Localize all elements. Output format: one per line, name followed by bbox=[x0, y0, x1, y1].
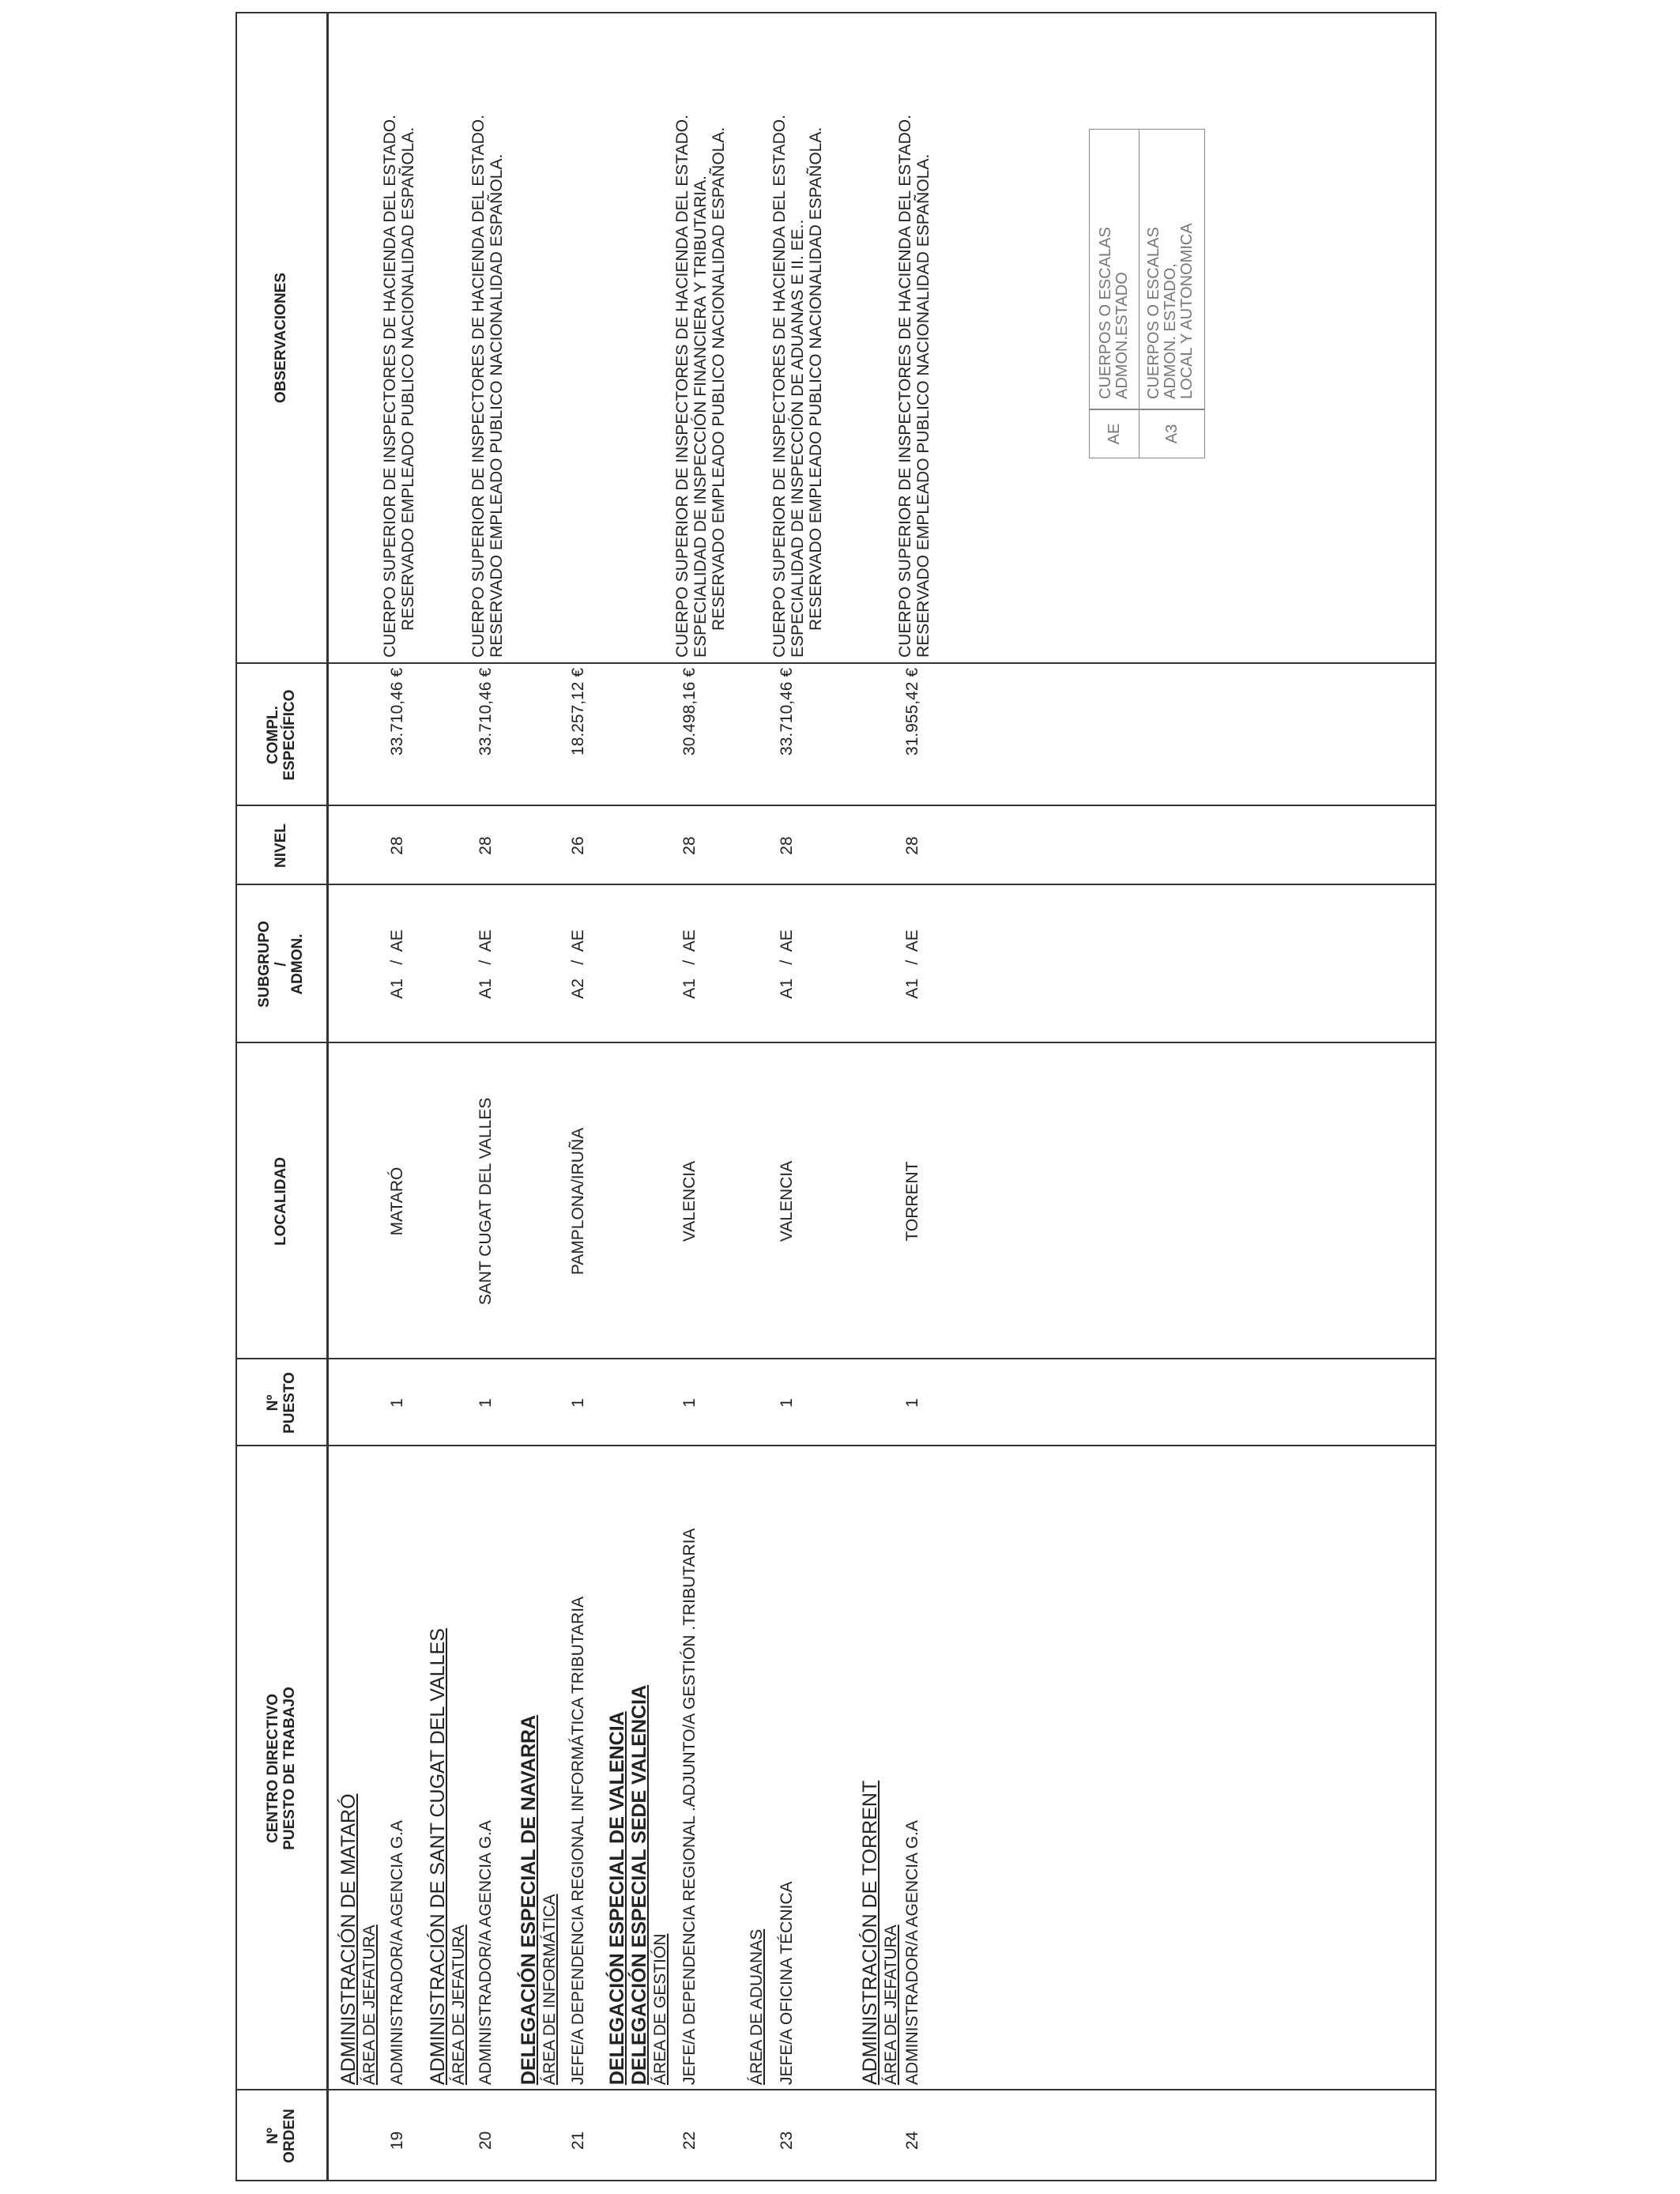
header-divider bbox=[326, 12, 329, 2181]
row-puesto: JEFE/A DEPENDENCIA REGIONAL .ADJUNTO/A GESTIÓN .TRIBUTARIA bbox=[680, 1528, 699, 2085]
row-num-puesto: 1 bbox=[680, 1398, 699, 1408]
legend-desc: CUERPOS O ESCALAS ADMON.ESTADO bbox=[1097, 227, 1131, 399]
row-puesto: JEFE/A OFICINA TÉCNICA bbox=[778, 1881, 796, 2085]
row-nivel: 26 bbox=[569, 836, 587, 855]
header-nivel: NIVEL bbox=[273, 824, 289, 868]
row-observaciones: CUERPO SUPERIOR DE INSPECTORES DE HACIENDA DEL ESTADO. RESERVADO EMPLEADO PUBLICO NACIONALIDAD ESPAÑOLA. bbox=[469, 115, 506, 658]
section-heading-sede-valencia: DELEGACIÓN ESPECIAL SEDE VALENCIA bbox=[628, 1684, 650, 2085]
row-subgrupo: A1 / AE bbox=[778, 929, 796, 999]
section-area-sant-cugat: ÁREA DE JEFATURA bbox=[450, 1924, 468, 2085]
row-orden: 21 bbox=[569, 2131, 587, 2150]
column-divider bbox=[235, 662, 1437, 664]
row-subgrupo: A1 / AE bbox=[903, 929, 921, 999]
legend-code: AE bbox=[1106, 423, 1123, 445]
section-area-gestion: ÁREA DE GESTIÓN bbox=[651, 1933, 669, 2085]
row-observaciones: CUERPO SUPERIOR DE INSPECTORES DE HACIENDA DEL ESTADO. RESERVADO EMPLEADO PUBLICO NACIONALIDAD ESPAÑOLA. bbox=[381, 115, 417, 658]
row-observaciones: CUERPO SUPERIOR DE INSPECTORES DE HACIENDA DEL ESTADO. ESPECIALIDAD DE INSPECCIÓN DE ADUANAS E II. EE.. RESERVADO EMPLEADO PUBLICO NACIONALIDAD ESPAÑOLA. bbox=[770, 115, 825, 658]
row-num-puesto: 1 bbox=[569, 1398, 587, 1408]
column-divider bbox=[235, 1445, 1437, 1446]
header-observaciones: OBSERVACIONES bbox=[273, 272, 289, 404]
column-divider bbox=[235, 884, 1437, 885]
row-puesto: ADMINISTRADOR/A AGENCIA G.A bbox=[477, 1820, 495, 2085]
header-compl-especifico: COMPL. ESPECÍFICO bbox=[264, 689, 298, 781]
column-divider bbox=[235, 1042, 1437, 1043]
row-orden: 20 bbox=[477, 2131, 495, 2150]
header-num-puesto: Nº PUESTO bbox=[264, 1372, 298, 1434]
row-nivel: 28 bbox=[388, 836, 406, 855]
legend-code: A3 bbox=[1163, 424, 1181, 444]
column-divider bbox=[235, 1358, 1437, 1359]
row-compl: 30.498,16 € bbox=[680, 668, 699, 756]
section-heading-valencia: DELEGACIÓN ESPECIAL DE VALENCIA bbox=[606, 1711, 628, 2085]
row-num-puesto: 1 bbox=[903, 1398, 921, 1408]
row-localidad: VALENCIA bbox=[680, 1160, 699, 1242]
row-orden: 24 bbox=[903, 2131, 921, 2150]
section-heading-navarra: DELEGACIÓN ESPECIAL DE NAVARRA bbox=[518, 1714, 540, 2085]
row-orden: 22 bbox=[680, 2131, 699, 2150]
row-num-puesto: 1 bbox=[388, 1398, 406, 1408]
row-nivel: 28 bbox=[903, 836, 921, 855]
row-compl: 18.257,12 € bbox=[569, 668, 587, 756]
row-orden: 19 bbox=[388, 2131, 406, 2150]
row-observaciones: CUERPO SUPERIOR DE INSPECTORES DE HACIENDA DEL ESTADO. ESPECIALIDAD DE INSPECCIÓN FINANCIERA Y TRIBUTARIA. RESERVADO EMPLEADO PUBLICO NACIONALIDAD ESPAÑOLA. bbox=[673, 115, 728, 658]
row-subgrupo: A1 / AE bbox=[388, 929, 406, 999]
header-localidad: LOCALIDAD bbox=[273, 1157, 289, 1246]
row-subgrupo: A1 / AE bbox=[680, 929, 699, 999]
row-num-puesto: 1 bbox=[778, 1398, 796, 1408]
row-compl: 33.710,46 € bbox=[778, 668, 796, 756]
legend-box bbox=[1089, 129, 1205, 458]
row-nivel: 28 bbox=[778, 836, 796, 855]
row-compl: 33.710,46 € bbox=[477, 668, 495, 756]
section-area-mataro: ÁREA DE JEFATURA bbox=[360, 1924, 379, 2085]
legend-row bbox=[1090, 130, 1139, 458]
section-area-navarra: ÁREA DE INFORMÁTICA bbox=[541, 1894, 559, 2085]
column-divider bbox=[235, 805, 1437, 806]
legend-row bbox=[1139, 130, 1204, 458]
row-localidad: TORRENT bbox=[903, 1161, 921, 1242]
rotated-table-sheet bbox=[235, 12, 1437, 2181]
header-subgrupo: SUBGRUPO / ADMON. bbox=[256, 921, 306, 1008]
row-orden: 23 bbox=[778, 2131, 796, 2150]
row-puesto: ADMINISTRADOR/A AGENCIA G.A bbox=[903, 1820, 921, 2085]
row-localidad: PAMPLONA/IRUÑA bbox=[569, 1127, 587, 1276]
row-puesto: JEFE/A DEPENDENCIA REGIONAL INFORMÁTICA TRIBUTARIA bbox=[569, 1596, 587, 2085]
row-compl: 31.955,42 € bbox=[903, 668, 921, 756]
row-observaciones: CUERPO SUPERIOR DE INSPECTORES DE HACIENDA DEL ESTADO. RESERVADO EMPLEADO PUBLICO NACIONALIDAD ESPAÑOLA. bbox=[896, 115, 932, 658]
section-heading-mataro: ADMINISTRACIÓN DE MATARÓ bbox=[337, 1793, 360, 2085]
row-nivel: 28 bbox=[477, 836, 495, 855]
section-area-aduanas: ÁREA DE ADUANAS bbox=[748, 1928, 766, 2085]
row-nivel: 28 bbox=[680, 836, 699, 855]
header-orden: Nº ORDEN bbox=[264, 2109, 298, 2163]
legend-desc: CUERPOS O ESCALAS ADMON. ESTADO, LOCAL Y AUTONOMICA bbox=[1145, 223, 1196, 399]
section-area-torrent: ÁREA DE JEFATURA bbox=[882, 1924, 900, 2085]
row-localidad: MATARÓ bbox=[388, 1167, 406, 1236]
header-centro-directivo: CENTRO DIRECTIVO PUESTO DE TRABAJO bbox=[264, 1687, 298, 1850]
row-subgrupo: A2 / AE bbox=[569, 929, 587, 999]
row-localidad: VALENCIA bbox=[778, 1160, 796, 1242]
row-puesto: ADMINISTRADOR/A AGENCIA G.A bbox=[388, 1820, 406, 2085]
row-subgrupo: A1 / AE bbox=[477, 929, 495, 999]
row-compl: 33.710,46 € bbox=[388, 668, 406, 756]
column-divider bbox=[235, 2089, 1437, 2090]
section-heading-sant-cugat: ADMINISTRACIÓN DE SANT CUGAT DEL VALLES bbox=[427, 1628, 449, 2085]
row-num-puesto: 1 bbox=[477, 1398, 495, 1408]
section-heading-torrent: ADMINISTRACIÓN DE TORRENT bbox=[859, 1780, 881, 2085]
row-localidad: SANT CUGAT DEL VALLES bbox=[477, 1097, 495, 1306]
